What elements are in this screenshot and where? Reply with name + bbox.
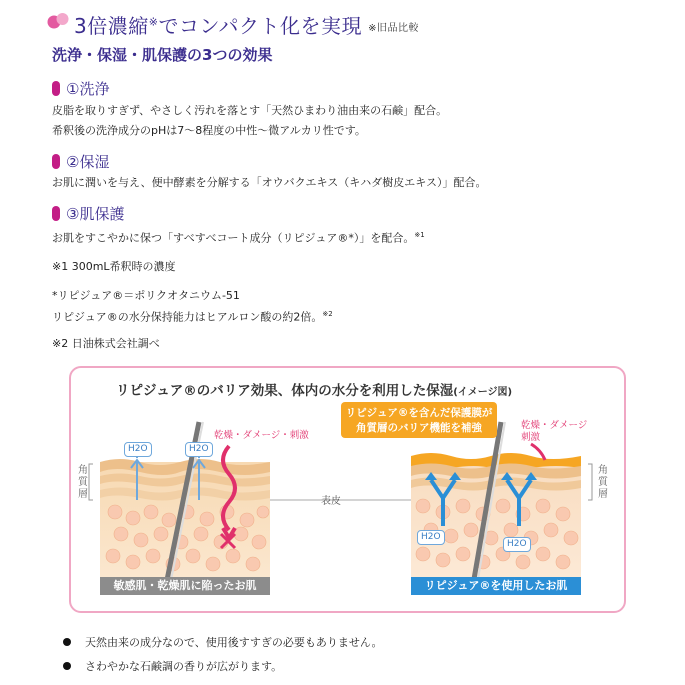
damage-label-right (521, 420, 587, 444)
right-caption: リピジュア®を使用したお肌 (424, 579, 568, 592)
footnote: ※2 日油株式会社調べ (52, 337, 160, 350)
callout-line: 角質層のバリア機能を補強 (356, 422, 482, 434)
damage-label-line: 刺激 (521, 432, 541, 443)
title-note: ※旧品比較 (368, 23, 419, 34)
title-mark: ※ (148, 15, 159, 29)
damage-label-line: 乾燥・ダメージ (521, 420, 588, 431)
section-text (52, 225, 425, 249)
bullet-item (63, 634, 383, 650)
title-tail: でコンパクト化を実現 (158, 14, 363, 38)
bullet-item (63, 658, 282, 674)
h2o-label: H2O (185, 442, 213, 457)
figure-title-text: リピジュア®のバリア効果、体内の水分を利用した保湿 (116, 383, 454, 399)
footnote: *リピジュア®＝ポリクオタニウム-51 (52, 289, 240, 302)
section-heading-protection (52, 203, 124, 224)
footnote-mark: ※2 (322, 310, 333, 318)
page-title (74, 10, 419, 39)
pill-marker-icon (52, 206, 60, 221)
pill-marker-icon (52, 154, 60, 169)
bullet-icon (63, 638, 71, 646)
figure-title (116, 379, 512, 399)
h2o-label: H2O (503, 537, 531, 552)
stratum-label-right: 角質層 (598, 465, 608, 500)
callout-box (341, 402, 497, 438)
footnote-line: リピジュア®の水分保持能力はヒアルロン酸の約2倍。 (52, 310, 323, 324)
figure-title-small: (イメージ図) (453, 387, 513, 398)
damage-label-left: 乾燥・ダメージ・刺激 (214, 430, 309, 441)
section-heading-cleansing (52, 78, 109, 99)
right-skin-block (411, 422, 581, 595)
subtitle: 洗浄・保湿・肌保護の3つの効果 (52, 46, 273, 64)
surface-label: 表皮 (321, 496, 341, 507)
bullet-text: 天然由来の成分なので、使用後すすぎの必要もありません。 (85, 636, 383, 649)
section-text: 希釈後の洗浄成分のpHは7～8程度の中性～微アルカリ性です。 (52, 124, 366, 137)
footnote: ※1 300mL希釈時の濃度 (52, 260, 176, 273)
bullet-text: さわやかな石鹸調の香りが広がります。 (85, 660, 283, 673)
section-text: お肌に潤いを与え、便中酵素を分解する「オウバクエキス（キハダ樹皮エキス）」配合。 (52, 176, 487, 189)
left-caption: 敏感肌・乾燥肌に陥ったお肌 (113, 579, 257, 592)
footnote (52, 304, 333, 328)
bubble-icon (47, 12, 69, 30)
h2o-label: H2O (417, 530, 445, 545)
callout-line: リピジュア®を含んだ保護膜が (345, 407, 493, 419)
bullet-icon (63, 662, 71, 670)
section-line: お肌をすこやかに保つ「すべすべコート成分（リピジュア®*）」を配合。 (52, 231, 415, 245)
section-heading-text: ①洗浄 (66, 80, 110, 98)
title-main: 3倍濃縮 (74, 14, 149, 38)
section-heading-text: ②保湿 (66, 153, 110, 171)
section-heading-text: ③肌保護 (66, 205, 125, 223)
pill-marker-icon (52, 81, 60, 96)
h2o-label: H2O (124, 442, 152, 457)
section-heading-moisture (52, 151, 109, 172)
footnote-mark: ※1 (414, 231, 425, 239)
section-text: 皮脂を取りすぎず、やさしく汚れを落とす「天然ひまわり油由来の石鹸」配合。 (52, 104, 448, 117)
stratum-label-left: 角質層 (78, 465, 88, 500)
